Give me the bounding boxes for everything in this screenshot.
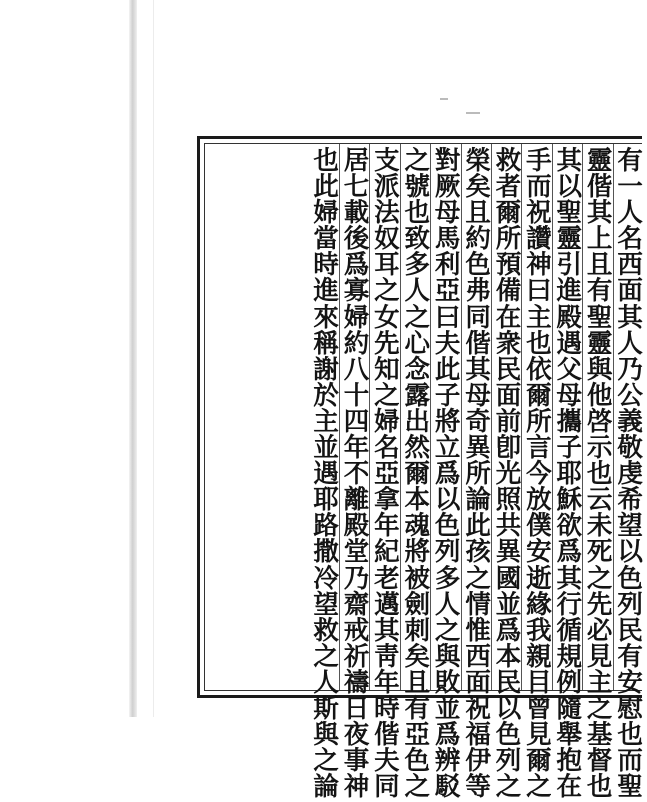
glyph: 安 xyxy=(526,537,552,568)
glyph: 預 xyxy=(495,250,522,281)
glyph: 母 xyxy=(556,380,583,411)
glyph: 與 xyxy=(434,641,461,672)
glyph: 未 xyxy=(586,511,613,542)
glyph: 以 xyxy=(617,537,643,568)
glyph: 有 xyxy=(617,641,643,672)
glyph: 也 xyxy=(586,772,613,802)
glyph: 死 xyxy=(586,537,613,568)
glyph: 後 xyxy=(343,224,370,255)
glyph: 也 xyxy=(526,328,552,359)
glyph: 今 xyxy=(526,459,552,490)
glyph: 母 xyxy=(465,380,491,411)
glyph: 其 xyxy=(374,615,400,646)
glyph: 立 xyxy=(434,433,461,464)
glyph: 循 xyxy=(556,615,583,646)
glyph: 先 xyxy=(374,328,400,359)
glyph: 耶 xyxy=(556,459,583,490)
book-gutter xyxy=(129,0,137,717)
glyph: 引 xyxy=(556,250,583,281)
glyph: 也 xyxy=(617,720,643,751)
glyph: 駁 xyxy=(434,772,461,802)
glyph: 年 xyxy=(374,511,400,542)
glyph: 衆 xyxy=(495,328,522,359)
glyph: 事 xyxy=(343,746,370,777)
glyph: 爲 xyxy=(434,720,461,751)
glyph: 論 xyxy=(313,772,339,802)
glyph: 等 xyxy=(465,772,491,802)
glyph: 對 xyxy=(434,146,461,176)
glyph: 偕 xyxy=(465,328,491,359)
glyph: 出 xyxy=(404,406,431,437)
glyph: 論 xyxy=(465,485,491,516)
glyph: 色 xyxy=(495,720,522,751)
glyph: 在 xyxy=(495,302,522,333)
glyph: 且 xyxy=(465,198,491,229)
glyph: 西 xyxy=(465,641,491,672)
glyph: 見 xyxy=(586,641,613,672)
glyph: 爲 xyxy=(434,459,461,490)
glyph: 列 xyxy=(495,746,522,777)
glyph: 之 xyxy=(526,772,552,802)
glyph: 民 xyxy=(495,354,522,385)
glyph: 婦 xyxy=(343,302,370,333)
glyph: 面 xyxy=(495,380,522,411)
glyph: 人 xyxy=(617,328,643,359)
glyph: 不 xyxy=(343,459,370,490)
glyph: 聖 xyxy=(586,302,613,333)
glyph: 靈 xyxy=(586,146,613,176)
glyph: 當 xyxy=(313,224,339,255)
glyph: 冷 xyxy=(313,563,339,594)
glyph: 心 xyxy=(404,328,431,359)
glyph: 必 xyxy=(586,615,613,646)
text-column xyxy=(401,146,434,802)
glyph: 來 xyxy=(313,302,339,333)
glyph: 矣 xyxy=(404,641,431,672)
glyph: 之 xyxy=(374,276,400,307)
glyph: 離 xyxy=(343,485,370,516)
glyph: 基 xyxy=(586,720,613,751)
glyph: 子 xyxy=(434,380,461,411)
glyph: 靑 xyxy=(374,641,400,672)
glyph: 異 xyxy=(465,433,491,464)
text-column xyxy=(462,146,495,802)
glyph: 支 xyxy=(374,146,400,176)
glyph: 一 xyxy=(617,172,643,203)
glyph: 爲 xyxy=(495,615,522,646)
glyph: 色 xyxy=(465,250,491,281)
glyph: 也 xyxy=(313,146,339,176)
glyph: 堂 xyxy=(343,537,370,568)
glyph: 此 xyxy=(465,511,491,542)
glyph: 望 xyxy=(313,589,339,620)
glyph: 馬 xyxy=(434,224,461,255)
glyph: 夫 xyxy=(434,328,461,359)
glyph: 齋 xyxy=(343,589,370,620)
glyph: 光 xyxy=(495,459,522,490)
glyph: 劍 xyxy=(404,589,431,620)
glyph: 主 xyxy=(526,302,552,333)
glyph: 神 xyxy=(526,250,552,281)
glyph: 慰 xyxy=(617,693,643,724)
glyph: 啓 xyxy=(586,406,613,437)
text-column xyxy=(522,146,555,802)
glyph: 夜 xyxy=(343,720,370,751)
glyph: 年 xyxy=(374,667,400,698)
glyph: 老 xyxy=(374,563,400,594)
text-column xyxy=(553,146,586,802)
paper-speck xyxy=(466,112,480,114)
glyph: 之 xyxy=(404,302,431,333)
text-column xyxy=(370,146,403,802)
glyph: 爾 xyxy=(526,746,552,777)
glyph: 謝 xyxy=(313,354,339,385)
glyph: 法 xyxy=(374,198,400,229)
glyph: 且 xyxy=(586,250,613,281)
glyph: 偕 xyxy=(374,720,400,751)
glyph: 十 xyxy=(343,380,370,411)
glyph: 祈 xyxy=(343,641,370,672)
glyph: 進 xyxy=(556,276,583,307)
glyph: 以 xyxy=(434,485,461,516)
glyph: 知 xyxy=(374,354,400,385)
glyph: 利 xyxy=(434,250,461,281)
glyph: 福 xyxy=(465,720,491,751)
glyph: 希 xyxy=(617,485,643,516)
glyph: 之 xyxy=(404,772,431,802)
glyph: 偕 xyxy=(586,172,613,203)
glyph: 人 xyxy=(313,667,339,698)
glyph: 子 xyxy=(556,433,583,464)
glyph: 乃 xyxy=(617,354,643,385)
glyph: 之 xyxy=(465,563,491,594)
glyph: 約 xyxy=(343,328,370,359)
glyph: 致 xyxy=(404,224,431,255)
glyph: 之 xyxy=(586,563,613,594)
glyph: 多 xyxy=(434,563,461,594)
glyph: 多 xyxy=(404,250,431,281)
glyph: 之 xyxy=(313,746,339,777)
glyph: 放 xyxy=(526,485,552,516)
glyph: 在 xyxy=(556,772,583,802)
glyph: 公 xyxy=(617,380,643,411)
glyph: 爾 xyxy=(526,380,552,411)
glyph: 規 xyxy=(556,641,583,672)
glyph: 之 xyxy=(586,693,613,724)
glyph: 備 xyxy=(495,276,522,307)
glyph: 靈 xyxy=(556,224,583,255)
glyph: 路 xyxy=(313,511,339,542)
text-column xyxy=(614,146,647,802)
glyph: 逝 xyxy=(526,563,552,594)
glyph: 撒 xyxy=(313,537,339,568)
glyph: 色 xyxy=(434,511,461,542)
glyph: 其 xyxy=(617,302,643,333)
glyph: 殿 xyxy=(343,511,370,542)
glyph: 卽 xyxy=(495,433,522,464)
glyph: 上 xyxy=(586,224,613,255)
glyph: 色 xyxy=(617,563,643,594)
glyph: 照 xyxy=(495,485,522,516)
glyph: 爲 xyxy=(556,537,583,568)
glyph: 名 xyxy=(617,224,643,255)
glyph: 所 xyxy=(526,406,552,437)
glyph: 民 xyxy=(495,667,522,698)
glyph: 敬 xyxy=(617,433,643,464)
glyph: 敗 xyxy=(434,667,461,698)
glyph: 耶 xyxy=(313,485,339,516)
glyph: 色 xyxy=(404,746,431,777)
glyph: 言 xyxy=(526,433,552,464)
glyph: 以 xyxy=(495,693,522,724)
glyph: 舉 xyxy=(556,720,583,751)
glyph: 也 xyxy=(404,198,431,229)
glyph: 曰 xyxy=(434,302,461,333)
glyph: 弗 xyxy=(465,276,491,307)
glyph: 異 xyxy=(495,537,522,568)
text-column xyxy=(310,146,343,802)
glyph: 西 xyxy=(617,250,643,281)
glyph: 矣 xyxy=(465,172,491,203)
glyph: 七 xyxy=(343,172,370,203)
glyph: 安 xyxy=(617,667,643,698)
glyph: 而 xyxy=(617,746,643,777)
glyph: 於 xyxy=(313,380,339,411)
glyph: 然 xyxy=(404,433,431,464)
glyph: 戒 xyxy=(343,615,370,646)
glyph: 同 xyxy=(374,772,400,802)
glyph: 之 xyxy=(374,380,400,411)
glyph: 斯 xyxy=(313,693,339,724)
glyph: 人 xyxy=(617,198,643,229)
glyph: 隨 xyxy=(556,693,583,724)
glyph: 紀 xyxy=(374,537,400,568)
glyph: 將 xyxy=(434,406,461,437)
glyph: 厥 xyxy=(434,172,461,203)
glyph: 爾 xyxy=(495,198,522,229)
glyph: 奇 xyxy=(465,406,491,437)
glyph: 示 xyxy=(586,433,613,464)
glyph: 依 xyxy=(526,354,552,385)
glyph: 日 xyxy=(343,693,370,724)
glyph: 本 xyxy=(404,485,431,516)
glyph: 讚 xyxy=(526,224,552,255)
glyph: 本 xyxy=(495,641,522,672)
glyph: 之 xyxy=(495,772,522,802)
glyph: 孩 xyxy=(465,537,491,568)
glyph: 以 xyxy=(556,172,583,203)
glyph: 載 xyxy=(343,198,370,229)
glyph: 乃 xyxy=(343,563,370,594)
glyph: 亞 xyxy=(434,276,461,307)
glyph: 曰 xyxy=(526,276,552,307)
glyph: 我 xyxy=(526,615,552,646)
glyph: 約 xyxy=(465,224,491,255)
glyph: 他 xyxy=(586,380,613,411)
glyph: 並 xyxy=(434,693,461,724)
glyph: 靈 xyxy=(586,328,613,359)
glyph: 殿 xyxy=(556,302,583,333)
glyph: 四 xyxy=(343,406,370,437)
glyph: 面 xyxy=(617,276,643,307)
glyph: 爾 xyxy=(404,459,431,490)
glyph: 其 xyxy=(465,354,491,385)
glyph: 救 xyxy=(313,615,339,646)
glyph: 抱 xyxy=(556,746,583,777)
glyph: 也 xyxy=(586,459,613,490)
glyph: 邁 xyxy=(374,589,400,620)
glyph: 念 xyxy=(404,354,431,385)
glyph: 遇 xyxy=(556,328,583,359)
glyph: 民 xyxy=(617,615,643,646)
glyph: 時 xyxy=(313,250,339,281)
glyph: 手 xyxy=(526,146,552,176)
glyph: 其 xyxy=(556,146,583,176)
glyph: 望 xyxy=(617,511,643,542)
glyph: 有 xyxy=(404,693,431,724)
text-column xyxy=(340,146,373,802)
glyph: 刺 xyxy=(404,615,431,646)
glyph: 目 xyxy=(526,667,552,698)
text-frame xyxy=(197,136,643,802)
glyph: 云 xyxy=(586,485,613,516)
glyph: 見 xyxy=(526,720,552,751)
glyph: 國 xyxy=(495,563,522,594)
glyph: 義 xyxy=(617,406,643,437)
glyph: 拿 xyxy=(374,485,400,516)
glyph: 進 xyxy=(313,276,339,307)
glyph: 名 xyxy=(374,433,400,464)
glyph: 情 xyxy=(465,589,491,620)
glyph: 此 xyxy=(434,354,461,385)
glyph: 夫 xyxy=(374,746,400,777)
glyph: 虔 xyxy=(617,459,643,490)
glyph: 爲 xyxy=(343,250,370,281)
glyph: 行 xyxy=(556,589,583,620)
glyph: 之 xyxy=(404,146,431,176)
glyph: 年 xyxy=(343,433,370,464)
glyph: 婦 xyxy=(374,406,400,437)
glyph: 亞 xyxy=(374,459,400,490)
glyph: 之 xyxy=(434,615,461,646)
glyph: 露 xyxy=(404,380,431,411)
page-edge xyxy=(153,0,154,717)
glyph: 婦 xyxy=(313,198,339,229)
glyph: 救 xyxy=(495,146,522,176)
glyph: 而 xyxy=(526,172,552,203)
glyph: 父 xyxy=(556,354,583,385)
glyph: 前 xyxy=(495,406,522,437)
glyph: 耳 xyxy=(374,250,400,281)
glyph: 與 xyxy=(313,720,339,751)
glyph: 主 xyxy=(586,667,613,698)
glyph: 亞 xyxy=(404,720,431,751)
glyph: 魂 xyxy=(404,511,431,542)
glyph: 人 xyxy=(434,589,461,620)
glyph: 惟 xyxy=(465,615,491,646)
glyph: 女 xyxy=(374,302,400,333)
glyph: 其 xyxy=(586,198,613,229)
glyph: 人 xyxy=(404,276,431,307)
glyph: 八 xyxy=(343,354,370,385)
glyph: 將 xyxy=(404,537,431,568)
glyph: 主 xyxy=(313,406,339,437)
glyph: 列 xyxy=(617,589,643,620)
glyph: 有 xyxy=(586,276,613,307)
text-column xyxy=(492,146,525,802)
glyph: 母 xyxy=(434,198,461,229)
glyph: 曾 xyxy=(526,693,552,724)
glyph: 僕 xyxy=(526,511,552,542)
glyph: 同 xyxy=(465,302,491,333)
glyph: 居 xyxy=(343,146,370,176)
glyph: 並 xyxy=(495,589,522,620)
glyph: 共 xyxy=(495,511,522,542)
glyph: 緣 xyxy=(526,589,552,620)
glyph: 號 xyxy=(404,172,431,203)
glyph: 列 xyxy=(434,537,461,568)
glyph: 辨 xyxy=(434,746,461,777)
glyph: 派 xyxy=(374,172,400,203)
glyph: 與 xyxy=(586,354,613,385)
glyph: 聖 xyxy=(617,772,643,802)
glyph: 榮 xyxy=(465,146,491,176)
glyph: 禱 xyxy=(343,667,370,698)
glyph: 稱 xyxy=(313,328,339,359)
glyph: 並 xyxy=(313,433,339,464)
glyph: 例 xyxy=(556,667,583,698)
glyph: 所 xyxy=(465,459,491,490)
glyph: 欲 xyxy=(556,511,583,542)
glyph: 寡 xyxy=(343,276,370,307)
glyph: 被 xyxy=(404,563,431,594)
glyph: 奴 xyxy=(374,224,400,255)
glyph: 所 xyxy=(495,224,522,255)
glyph: 有 xyxy=(617,146,643,176)
glyph: 聖 xyxy=(556,198,583,229)
glyph: 遇 xyxy=(313,459,339,490)
glyph: 攜 xyxy=(556,406,583,437)
glyph: 時 xyxy=(374,693,400,724)
glyph: 親 xyxy=(526,641,552,672)
glyph: 者 xyxy=(495,172,522,203)
glyph: 面 xyxy=(465,667,491,698)
glyph: 伊 xyxy=(465,746,491,777)
glyph: 之 xyxy=(313,641,339,672)
glyph: 穌 xyxy=(556,485,583,516)
glyph: 祝 xyxy=(465,693,491,724)
glyph: 祝 xyxy=(526,198,552,229)
text-column xyxy=(583,146,616,802)
glyph: 督 xyxy=(586,746,613,777)
text-column xyxy=(431,146,464,802)
glyph: 先 xyxy=(586,589,613,620)
glyph: 且 xyxy=(404,667,431,698)
glyph: 其 xyxy=(556,563,583,594)
glyph: 此 xyxy=(313,172,339,203)
glyph: 神 xyxy=(343,772,370,802)
paper-speck xyxy=(440,98,448,100)
